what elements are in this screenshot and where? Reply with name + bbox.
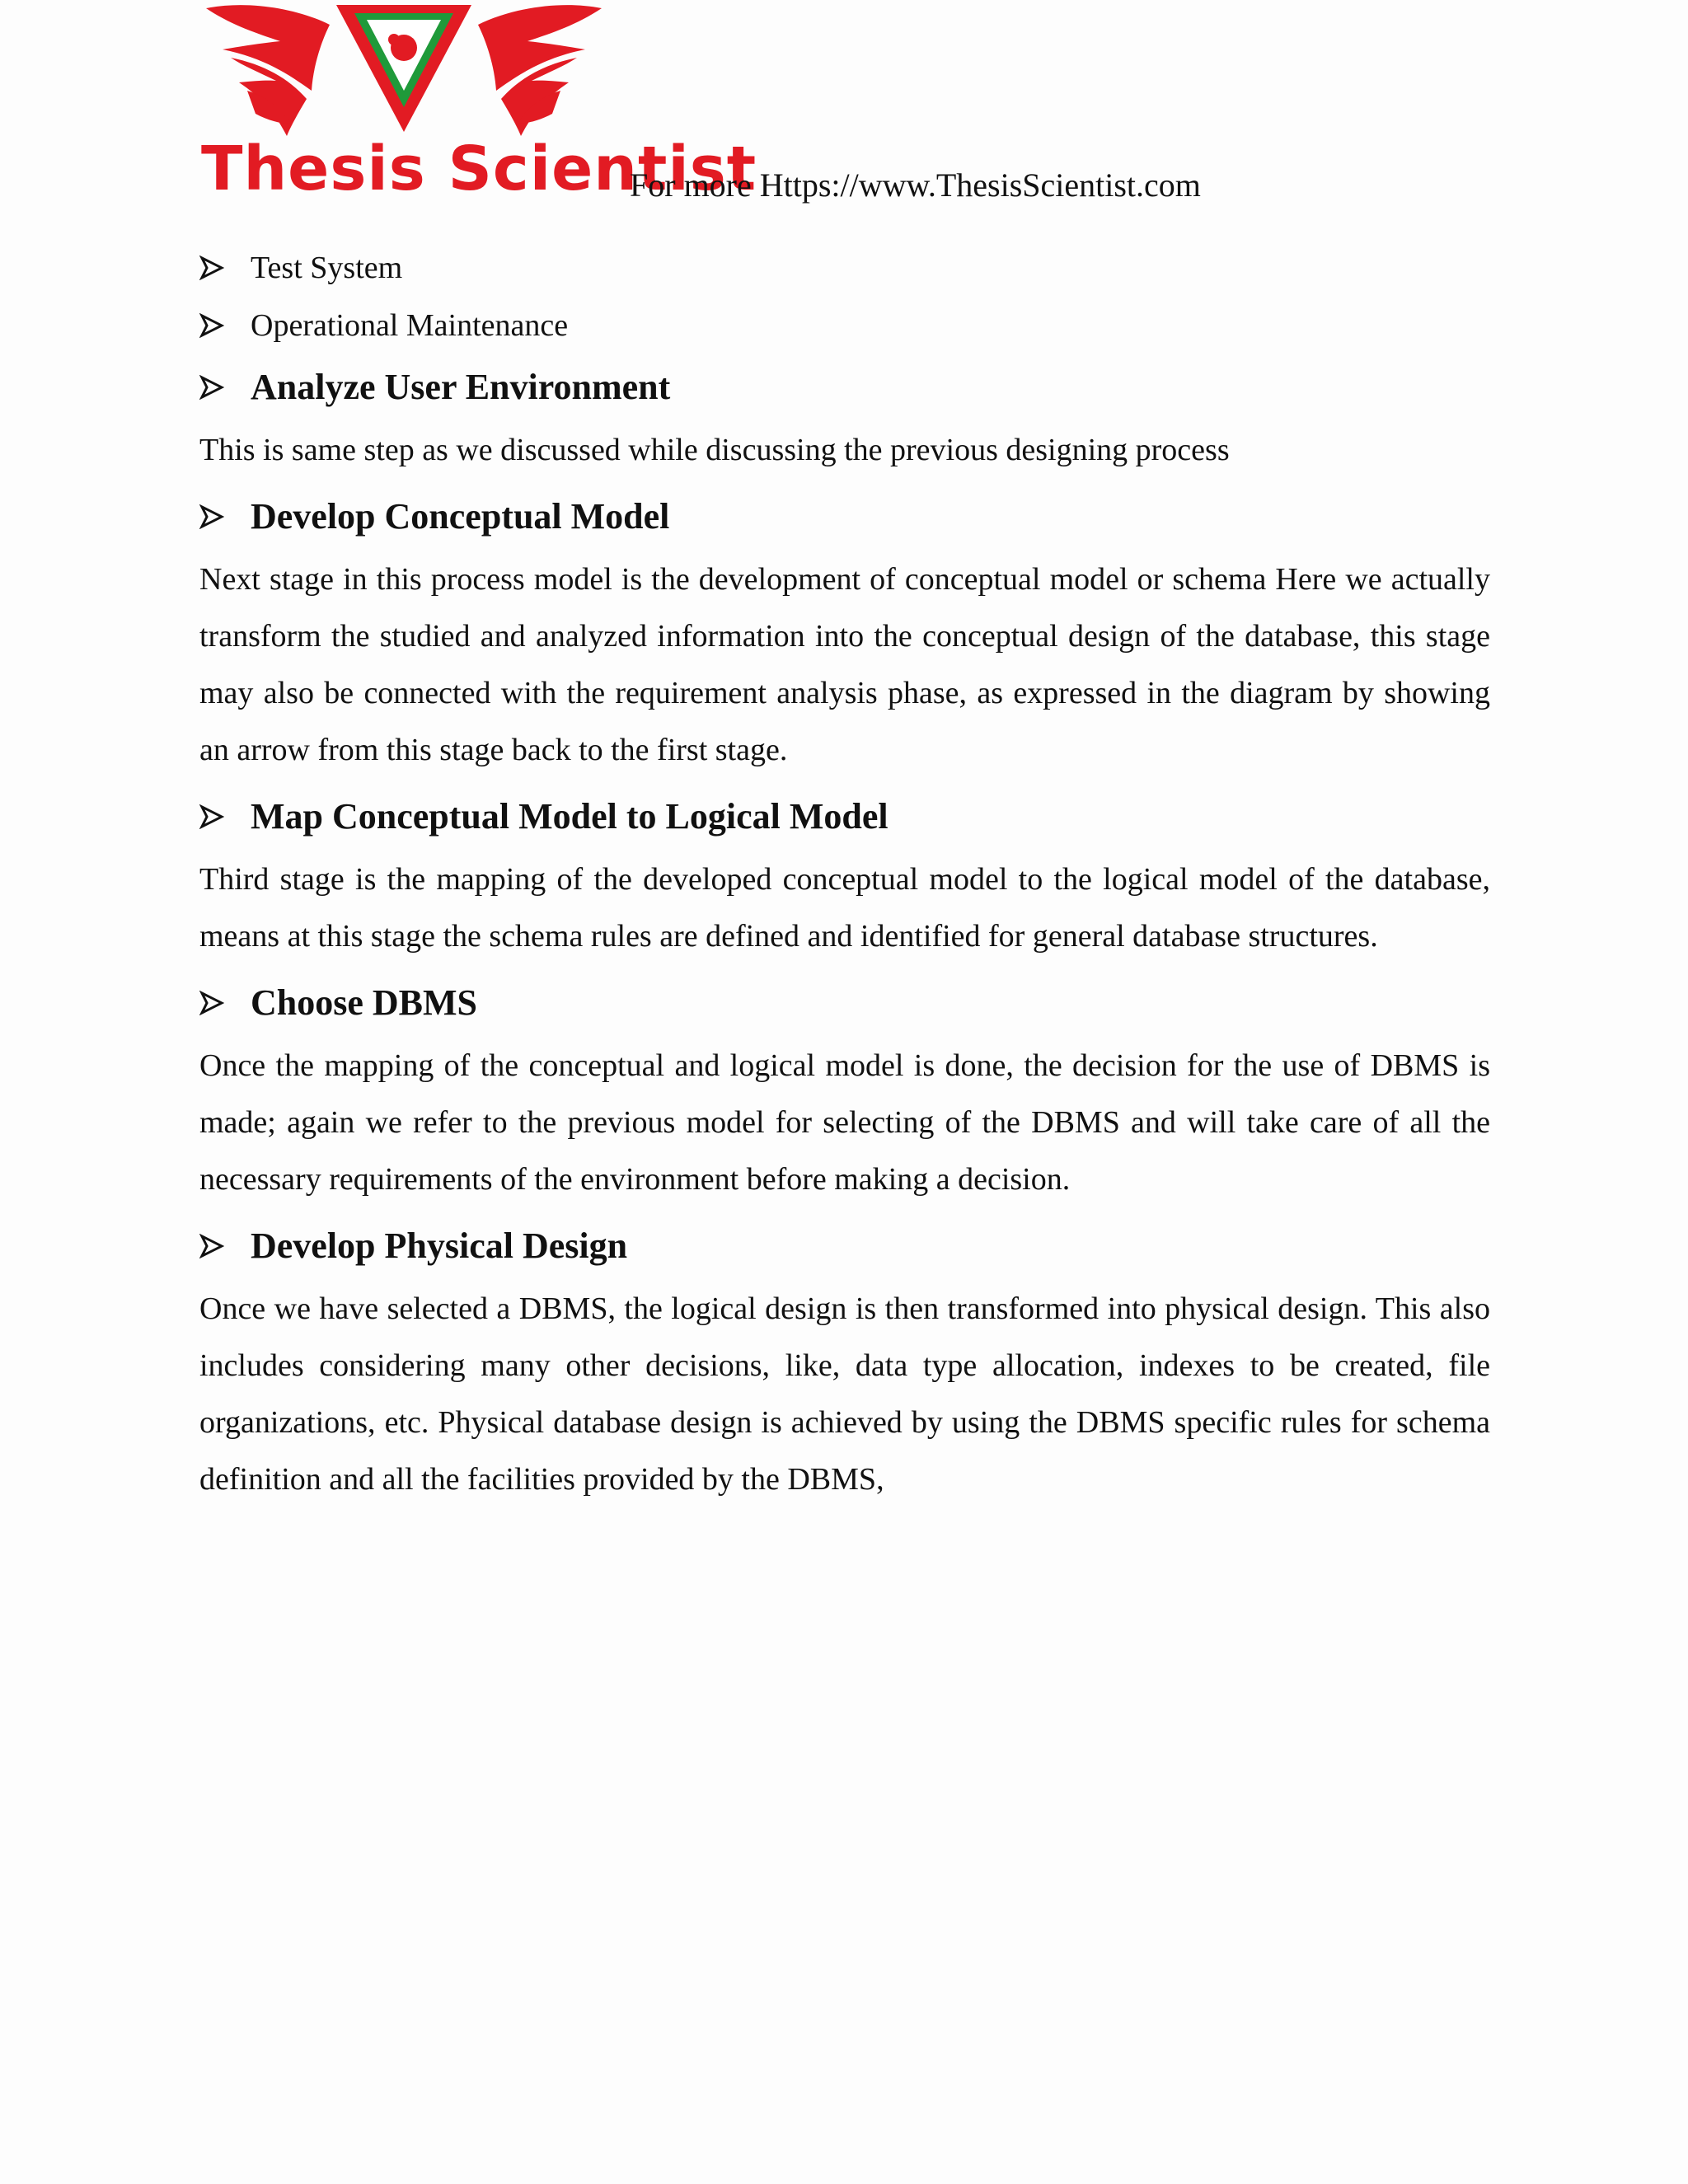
arrow-bullet-icon: [199, 1234, 251, 1258]
section-title: Develop Conceptual Model: [251, 496, 670, 537]
arrow-bullet-icon: [199, 255, 251, 280]
list-item-label: Test System: [251, 251, 403, 285]
arrow-bullet-icon: [199, 375, 251, 400]
website-link[interactable]: For more Https://www.ThesisScientist.com: [630, 166, 1201, 204]
list-item: [199, 297, 1490, 354]
arrow-bullet-icon: [199, 504, 251, 529]
section-heading: [199, 484, 1490, 550]
section-paragraph: Once the mapping of the conceptual and logical model is done, the decision for the use of DBMS is made; again we refer to the previous model for selecting of the DBMS and will take care of all the necessary requirements of the environment before making a decision.: [199, 1048, 1490, 1197]
arrow-bullet-icon: [199, 804, 251, 829]
thesis-scientist-logo-icon: [198, 0, 610, 144]
arrow-bullet-icon: [199, 313, 251, 338]
arrow-bullet-icon: [199, 991, 251, 1015]
section-heading: [199, 970, 1490, 1036]
section-heading: [199, 784, 1490, 850]
list-item: [199, 239, 1490, 297]
page-header: [198, 0, 1599, 223]
list-item-label: Operational Maintenance: [251, 308, 569, 343]
section-paragraph: This is same step as we discussed while discussing the previous designing process: [199, 433, 1230, 467]
section-heading: [199, 354, 1490, 420]
section-paragraph: Once we have selected a DBMS, the logical design is then transformed into physical design. This also includes considering many other decisions, like, data type allocation, indexes to be created, file organizations, etc. Physical database design is achieved by using the DBMS specific rules for schema definition and all the facilities provided by the DBMS,: [199, 1291, 1490, 1497]
section-title: Analyze User Environment: [251, 367, 671, 407]
brand-name: Thesis Scientist: [201, 134, 757, 204]
section-heading: [199, 1213, 1490, 1279]
document-body: [199, 239, 1490, 1513]
section-title: Develop Physical Design: [251, 1226, 628, 1266]
section-title: Map Conceptual Model to Logical Model: [251, 796, 889, 837]
section-paragraph: Next stage in this process model is the development of conceptual model or schema Here we actually transform the studied and analyzed information into the conceptual design of the database, this stage may also be connected with the requirement analysis phase, as expressed in the diagram by showing an arrow from this stage back to the first stage.: [199, 562, 1490, 767]
section-paragraph: Third stage is the mapping of the developed conceptual model to the logical model of the database, means at this stage the schema rules are defined and identified for general database structures.: [199, 862, 1490, 954]
section-title: Choose DBMS: [251, 982, 478, 1023]
